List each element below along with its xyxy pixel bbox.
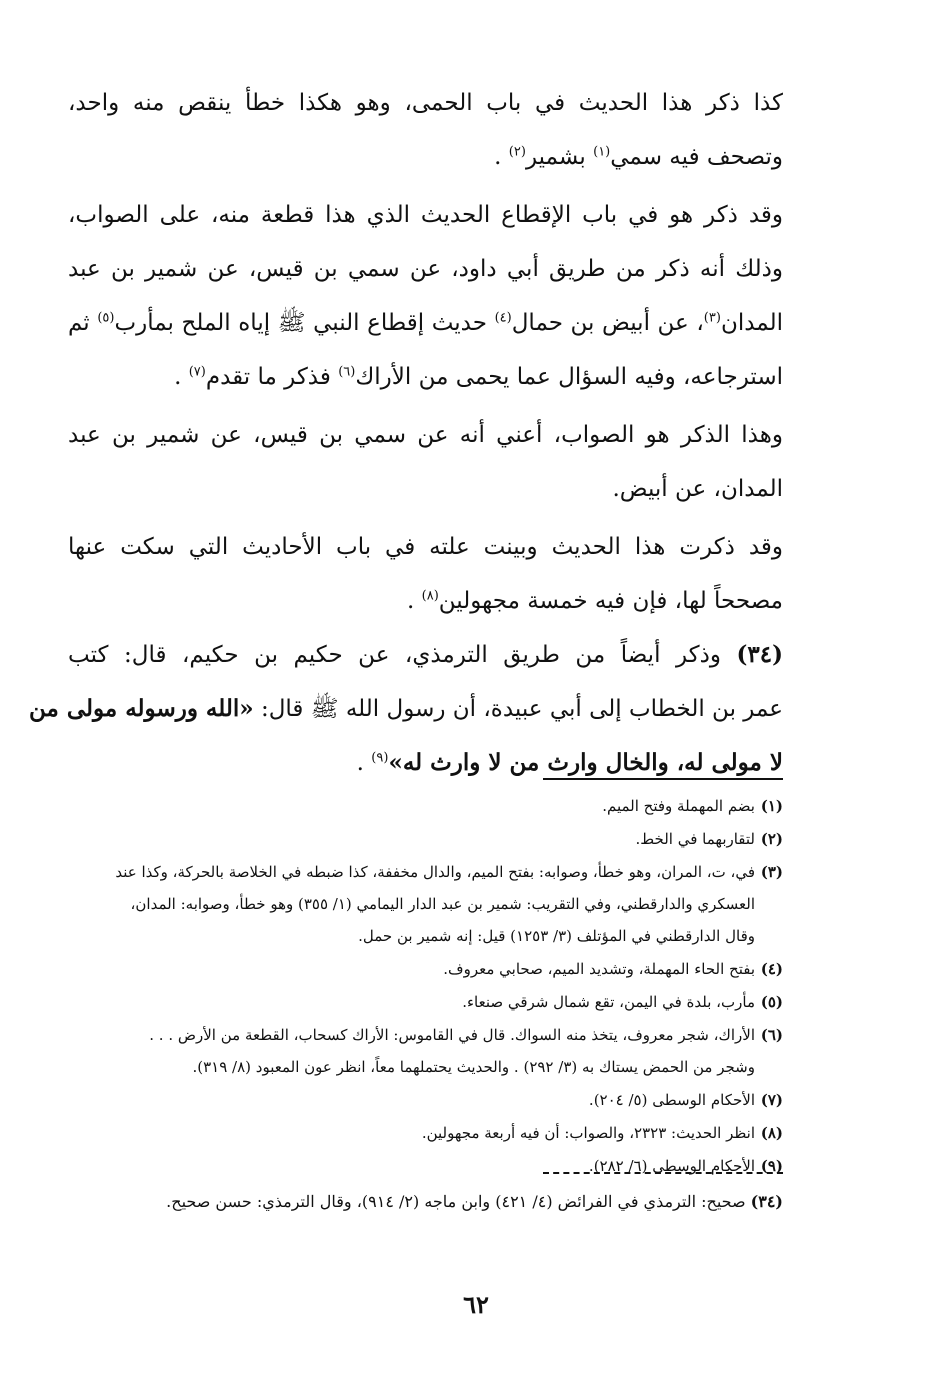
footnote-text: الأحكام الوسطى (٥/ ٢٠٤). <box>588 1091 755 1109</box>
paragraph-2-line-3 <box>68 308 783 338</box>
footnote-text: انظر الحديث: ٢٣٢٣، والصواب: أن فيه أربعة مجهولين. <box>421 1124 755 1142</box>
text-span: عمر بن الخطاب إلى أبي عبيدة، أن رسول الله ﷺ قال: <box>253 696 783 722</box>
footnote-text: لتقاربهما في الخط. <box>635 830 755 848</box>
footnote-3 <box>68 862 783 946</box>
footnote-number: (٢) <box>760 830 783 848</box>
footnote-text: وقال الدارقطني في المؤتلف (٣/ ١٢٥٣) قيل: إنه شمير بن حمل. <box>358 927 755 945</box>
footnote-number: (٣) <box>760 863 783 881</box>
footnote-8 <box>68 1123 783 1143</box>
text-span: ثم <box>68 310 98 336</box>
text-span: المدان <box>720 310 783 336</box>
footnote-1 <box>68 796 783 816</box>
paragraph-3-line-1: وهذا الذكر هو الصواب، أعني أنه عن سمي بن قيس، عن شمير بن عبد <box>68 422 783 448</box>
paragraph-2-line-1: وقد ذكر هو في باب الإقطاع الحديث الذي هذا قطعة منه، على الصواب، <box>68 202 783 228</box>
text-span: فذكر ما تقدم <box>205 364 339 390</box>
hadith-note-divider <box>543 1172 783 1174</box>
footnote-number: (٤) <box>760 960 783 978</box>
footnote-text: العسكري والدارقطني، وفي التقريب: شمير بن عبد الدار اليمامي (١/ ٣٥٥) وهو خطأ، وصوابه: المدان، <box>130 895 755 913</box>
footnote-6 <box>68 1025 783 1077</box>
footnote-ref: (٣) <box>703 310 721 326</box>
footnote-text: الأراك، شجر معروف، يتخذ منه السواك. قال في القاموس: الأراك كسحاب، القطعة من الأرض . . . <box>149 1026 755 1044</box>
hadith-number: (٣٤) <box>736 641 783 668</box>
text-span: . <box>356 750 372 776</box>
text-span: بشمير <box>525 144 594 170</box>
text-span: مصححاً لها، فإن فيه خمسة مجهولين <box>438 588 783 614</box>
footnote-ref: (٩) <box>371 750 389 766</box>
footnote-4 <box>68 959 783 979</box>
footnote-ref: (٥) <box>97 310 115 326</box>
footnote-text: مأرب، بلدة في اليمن، تقع شمال شرقي صنعاء. <box>462 993 755 1011</box>
footnotes <box>68 796 783 1189</box>
footnote-ref: (٤) <box>494 310 512 326</box>
paragraph-5-line-1 <box>68 640 783 670</box>
hadith-note <box>68 1192 783 1211</box>
footnote-ref: (٨) <box>421 588 439 604</box>
footnote-ref: (٦) <box>338 364 356 380</box>
text-span: . <box>174 364 189 390</box>
paragraph-5-line-3 <box>68 748 783 778</box>
footnote-7 <box>68 1090 783 1110</box>
hadith-note-number: (٣٤) <box>750 1192 783 1211</box>
paragraph-2-line-2: وذلك أنه ذكر من طريق أبي داود، عن سمي بن قيس، عن شمير بن عبد <box>68 256 783 282</box>
footnote-number: (٨) <box>760 1124 783 1142</box>
footnote-ref: (٢) <box>508 144 526 160</box>
paragraph-5-line-2 <box>29 694 783 724</box>
footnote-text: في، ت، المران، وهو خطأ، وصوابه: بفتح الميم، والدال مخففة، كذا ضبطه في الخلاصة بالحركة، وكذا عند <box>115 863 755 881</box>
footnote-number: (٦) <box>760 1026 783 1044</box>
footnote-5 <box>68 992 783 1012</box>
footnote-text: بضم المهملة وفتح الميم. <box>602 797 755 815</box>
paragraph-2-line-4 <box>68 362 783 392</box>
paragraph-4-line-1: وقد ذكرت هذا الحديث وبينت علته في باب الأحاديث التي سكت عنها <box>68 534 783 560</box>
hadith-quote: «الله ورسوله مولى من <box>29 695 254 722</box>
footnote-text: بفتح الحاء المهملة، وتشديد الميم، صحابي معروف. <box>443 960 755 978</box>
text-span: حديث إقطاع النبي ﷺ إياه الملح بمأرب <box>114 310 495 336</box>
paragraph-1-line-1: كذا ذكر هذا الحديث في باب الحمى، وهو هكذا خطأ ينقص منه واحد، <box>68 90 783 116</box>
text-span: استرجاعه، وفيه السؤال عما يحمى من الأراك <box>355 364 783 390</box>
footnote-number: (٧) <box>760 1091 783 1109</box>
footnote-ref: (١) <box>593 144 611 160</box>
paragraph-1-line-2 <box>68 142 783 172</box>
paragraph-3-line-2: المدان، عن أبيض. <box>612 476 783 502</box>
main-text <box>29 88 783 778</box>
footnote-number: (٩) <box>760 1157 783 1175</box>
footnote-2 <box>68 829 783 849</box>
text-span: . <box>407 588 422 614</box>
hadith-quote: لا مولى له، والخال وارث من لا وارث له» <box>388 749 783 776</box>
hadith-note-text: صحيح: الترمذي في الفرائض (٤/ ٤٢١) وابن ماجه (٢/ ٩١٤)، وقال الترمذي: حسن صحيح. <box>166 1192 751 1211</box>
footnote-number: (٥) <box>760 993 783 1011</box>
text-span: وتصحف فيه سمي <box>610 144 783 170</box>
text-span: ، عن أبيض بن حمال <box>511 310 704 336</box>
footnote-ref: (٧) <box>188 364 206 380</box>
footnote-number: (١) <box>760 797 783 815</box>
footnote-text: وشجر من الحمض يستاك به (٣/ ٢٩٢) . والحديث يحتملهما معاً، انظر عون المعبود (٨/ ٣١٩). <box>192 1058 755 1076</box>
page-number: ٦٢ <box>463 1290 489 1319</box>
paragraph-4-line-2 <box>68 586 783 616</box>
footnote-divider <box>543 778 783 780</box>
text-span: . <box>494 144 509 170</box>
footnote-text: الأحكام الوسطى (٦/ ٢٨٢). <box>588 1157 755 1175</box>
text-span: وذكر أيضاً من طريق الترمذي، عن حكيم بن حكيم، قال: كتب <box>68 642 737 668</box>
